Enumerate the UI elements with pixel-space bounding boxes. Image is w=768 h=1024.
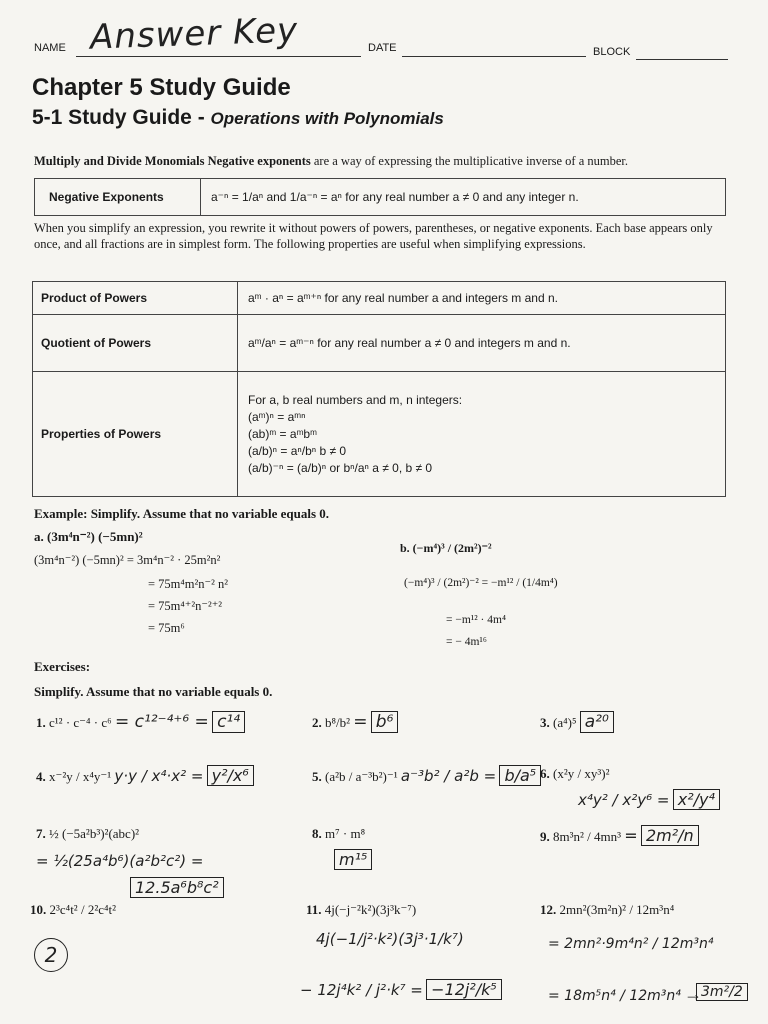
exercise-work: y·y / x⁴·x² = [114, 767, 204, 785]
exercise-answer: a²⁰ [580, 711, 614, 733]
exercise-12-answer-row [696, 984, 748, 1000]
exercises-heading: Exercises: [34, 659, 91, 674]
exercise-answer: c¹⁴ [212, 711, 245, 733]
exercise-answer: −12j²/k⁵ [426, 979, 502, 1000]
exercise-7-answer-row [130, 878, 224, 897]
exercise-expression: m⁷ · m⁸ [325, 826, 366, 841]
exercise-work: 4j(−1/j²·k²)(3j³·1/k⁷) [316, 930, 464, 948]
exercise-work: a⁻³b² / a²b = [400, 767, 497, 785]
exercise-answer: 12.5a⁶b⁸c² [130, 877, 224, 898]
example-heading: Example: Simplify. Assume that no variable equals 0. [34, 506, 330, 521]
exercise-answer: x²/y⁴ [673, 789, 720, 810]
exercise-work: = c¹²⁻⁴⁺⁶ = [114, 712, 209, 732]
section-title [32, 106, 444, 130]
exercise-answer: y²/x⁶ [207, 765, 254, 786]
exercise-number: 12. [540, 902, 557, 917]
date-label: DATE [368, 42, 397, 54]
page-marker-circled: 2 [34, 938, 68, 972]
exercise-work: − 12j⁴k² / j²·k⁷ = [300, 981, 423, 999]
exercise-8 [312, 826, 365, 842]
exercise-answer: b/a⁵ [499, 765, 541, 786]
properties-line: (aᵐ)ⁿ = aᵐⁿ [248, 409, 306, 424]
arrow-icon: → [684, 984, 703, 1004]
exercise-6 [540, 766, 609, 782]
exercise-number: 3. [540, 715, 550, 730]
exercise-8-answer-row [334, 850, 372, 869]
example-a-step: = 75m⁴m²n⁻² n² [148, 577, 228, 591]
exercise-expression: 2³c⁴t² / 2²c⁴t² [49, 902, 117, 917]
exercise-expression: x⁻²y / x⁴y⁻¹ [49, 769, 112, 784]
section-title-text: 5-1 Study Guide - [32, 106, 211, 129]
answer-key-handwriting: Answer Key [89, 10, 299, 58]
exercise-expression: 4j(−j⁻²k²)(3j³k⁻⁷) [324, 902, 417, 917]
properties-of-powers-label: Properties of Powers [33, 372, 238, 497]
exercise-work: = 2mn²·9m⁴n² / 12m³n⁴ [548, 936, 714, 952]
name-label: NAME [34, 42, 66, 54]
exercise-expression: 8m³n² / 4mn³ [553, 829, 622, 844]
properties-table [32, 281, 726, 497]
exercise-10 [30, 902, 116, 918]
exercise-number: 5. [312, 769, 322, 784]
properties-line: (ab)ᵐ = aᵐbᵐ [248, 426, 317, 441]
quotient-of-powers-label: Quotient of Powers [33, 315, 238, 372]
exercise-number: 6. [540, 766, 550, 781]
product-of-powers-label: Product of Powers [33, 282, 238, 315]
properties-of-powers-rules [238, 372, 726, 497]
exercise-expression: ½ (−5a²b³)²(abc)² [49, 826, 140, 841]
exercise-work: x⁴y² / x²y⁶ = [578, 791, 670, 809]
exercise-number: 11. [306, 902, 322, 917]
exercise-12-work2 [548, 984, 702, 1005]
exercise-12-work [548, 936, 713, 952]
exercise-work: = [624, 826, 638, 845]
block-line[interactable] [636, 59, 728, 60]
exercise-answer: 3m²/2 [696, 983, 748, 1001]
properties-line: For a, b real numbers and m, n integers: [248, 392, 463, 407]
exercise-expression: c¹² · c⁻⁴ · c⁶ [49, 715, 112, 730]
exercise-number: 4. [36, 769, 46, 784]
exercise-9 [540, 826, 699, 845]
exercise-number: 1. [36, 715, 46, 730]
example-b-step: = −m¹² · 4m⁴ [446, 614, 506, 626]
example-b-step: = − 4m¹⁶ [446, 636, 487, 648]
exercise-number: 8. [312, 826, 322, 841]
negative-exponents-table [34, 178, 726, 216]
exercise-number: 2. [312, 715, 322, 730]
exercise-3 [540, 712, 614, 732]
exercise-answer: 2m²/n [641, 825, 699, 846]
exercise-expression: (a⁴)⁵ [553, 715, 577, 730]
exercise-answer: b⁶ [371, 711, 399, 733]
exercise-2 [312, 712, 398, 732]
exercise-11-work2 [300, 980, 502, 999]
date-line[interactable] [402, 56, 586, 57]
simplify-paragraph: When you simplify an expression, you rewrite it without powers of powers, parentheses, or negative exponents. Each base appears only once, and all fractions are in simplest form. The following properties are useful when simplifying expressions. [34, 221, 713, 251]
exercise-work: = [353, 712, 368, 732]
properties-line: (a/b)⁻ⁿ = (a/b)ⁿ or bⁿ/aⁿ a ≠ 0, b ≠ 0 [248, 460, 433, 475]
example-a-step: = 75m⁶ [148, 621, 185, 635]
exercise-5 [312, 766, 541, 785]
exercises-instruction: Simplify. Assume that no variable equals 0. [34, 684, 273, 699]
example-b-step: (−m⁴)³ / (2m²)⁻² = −m¹² / (1/4m⁴) [404, 577, 558, 589]
exercise-work: = 18m⁵n⁴ / 12m³n⁴ [548, 988, 681, 1004]
intro-sentence [34, 154, 734, 169]
exercise-12 [540, 902, 674, 918]
exercise-11-work [316, 930, 464, 948]
exercise-number: 9. [540, 829, 550, 844]
product-of-powers-rule: aᵐ · aⁿ = aᵐ⁺ⁿ for any real number a and integers m and n. [238, 282, 726, 315]
exercise-4 [36, 766, 254, 785]
exercise-expression: 2mn²(3m²n)² / 12m³n⁴ [559, 902, 675, 917]
example-b-label: b. (−m⁴)³ / (2m²)⁻² [400, 541, 492, 555]
exercise-expression: (x²y / xy³)² [553, 766, 610, 781]
intro-bold: Multiply and Divide Monomials Negative exponents [34, 154, 311, 168]
chapter-title: Chapter 5 Study Guide [32, 74, 291, 101]
exercise-7 [36, 826, 139, 842]
intro-rest: are a way of expressing the multiplicative inverse of a number. [310, 154, 629, 168]
exercise-7-work [36, 852, 203, 870]
exercise-1 [36, 712, 245, 732]
exercise-answer: m¹⁵ [334, 849, 372, 870]
block-label: BLOCK [593, 46, 631, 58]
properties-line: (a/b)ⁿ = aⁿ/bⁿ b ≠ 0 [248, 443, 347, 458]
exercise-expression: b⁸/b² [325, 715, 351, 730]
exercise-work: = ½(25a⁴b⁶)(a²b²c²) = [36, 852, 204, 870]
negative-exponents-label: Negative Exponents [35, 179, 201, 216]
exercise-number: 10. [30, 902, 47, 917]
negative-exponents-rule: a⁻ⁿ = 1/aⁿ and 1/a⁻ⁿ = aⁿ for any real number a ≠ 0 and any integer n. [201, 179, 726, 216]
exercise-11 [306, 902, 416, 918]
exercise-number: 7. [36, 826, 46, 841]
exercise-6-work [578, 790, 720, 809]
exercise-expression: (a²b / a⁻³b²)⁻¹ [325, 769, 398, 784]
quotient-of-powers-rule: aᵐ/aⁿ = aᵐ⁻ⁿ for any real number a ≠ 0 and integers m and n. [238, 315, 726, 372]
example-a-step: (3m⁴n⁻²) (−5mn)² = 3m⁴n⁻² · 25m²n² [34, 553, 221, 567]
example-a-step: = 75m⁴⁺²n⁻²⁺² [148, 599, 223, 613]
section-subtitle: Operations with Polynomials [210, 109, 444, 128]
example-a-label: a. (3m⁴n⁻²) (−5mn)² [34, 529, 143, 544]
